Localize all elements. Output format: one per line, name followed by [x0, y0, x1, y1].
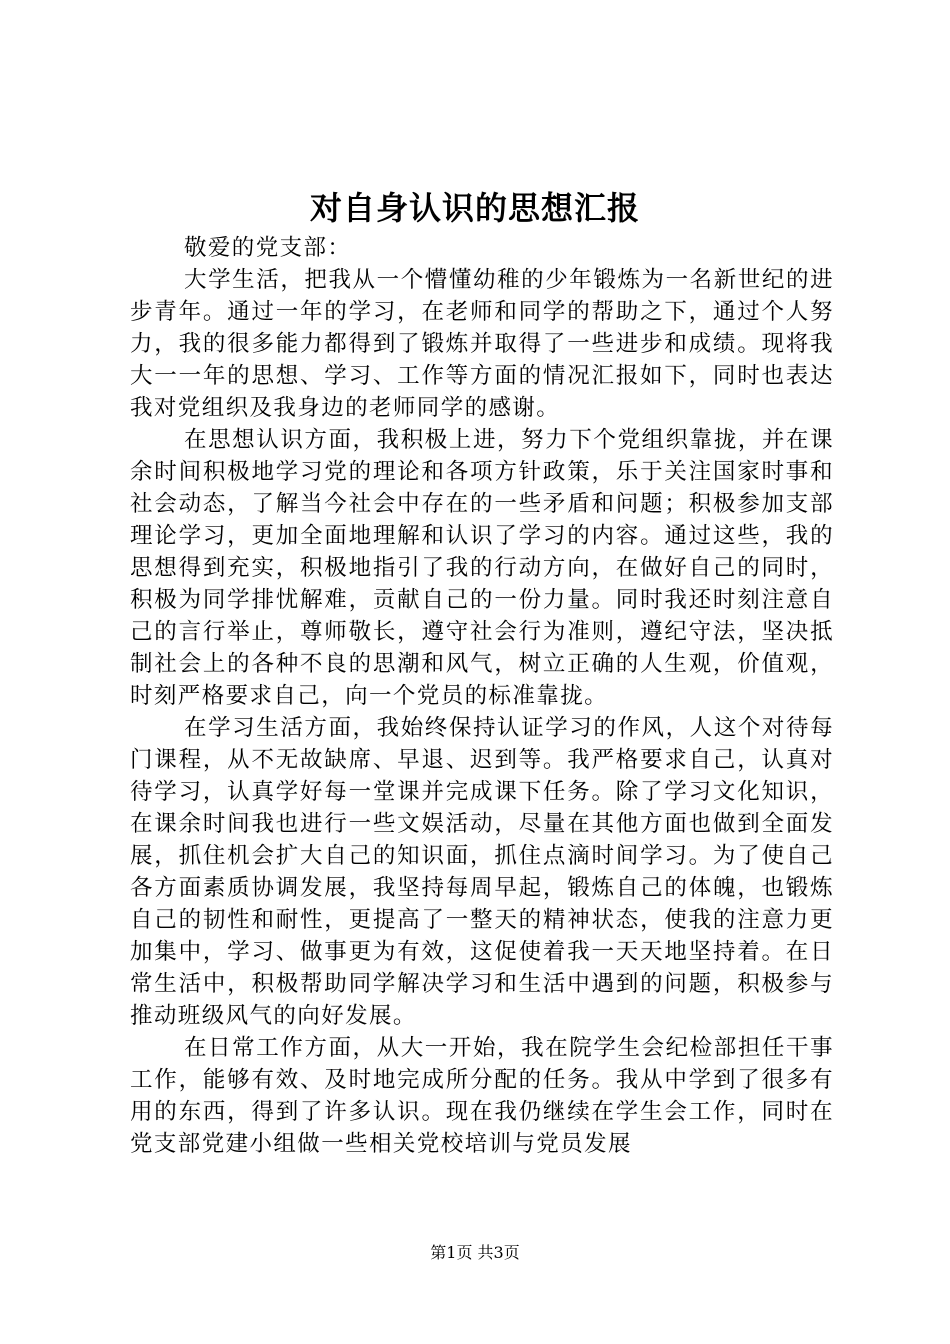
- salutation: 敬爱的党支部：: [184, 235, 352, 261]
- paragraph-thought: 在思想认识方面，我积极上进，努力下个党组织靠拢，并在课余时间积极地学习党的理论和各项方针政策，乐于关注国家时事和社会动态，了解当今社会中存在的一些矛盾和问题；积极参加支部理论学习，更加全面地理解和认识了学习的内容。通过这些，我的思想得到充实，积极地指引了我的行动方向，在做好自己的同时，积极为同学排忧解难，贡献自己的一份力量。同时我还时刻注意自己的言行举止，尊师敬长，遵守社会行为准则，遵纪守法，坚决抵制社会上的各种不良的思潮和风气，树立正确的人生观，价值观，时刻严格要求自己，向一个党员的标准靠拢。: [130, 427, 834, 709]
- document-title: 对自身认识的思想汇报: [309, 189, 640, 227]
- paragraph-study: 在学习生活方面，我始终保持认证学习的作风，人这个对待每门课程，从不无故缺席、早退、迟到等。我严格要求自己，认真对待学习，认真学好每一堂课并完成课下任务。除了学习文化知识，在课余时间我也进行一些文娱活动，尽量在其他方面也做到全面发展，抓住机会扩大自己的知识面，抓住点滴时间学习。为了使自己各方面素质协调发展，我坚持每周早起，锻炼自己的体魄，也锻炼自己的韧性和耐性，更提高了一整天的精神状态，使我的注意力更加集中，学习、做事更为有效，这促使着我一天天地坚持着。在日常生活中，积极帮助同学解决学习和生活中遇到的问题，积极参与推动班级风气的向好发展。: [130, 715, 834, 1029]
- paragraph-work: 在日常工作方面，从大一开始，我在院学生会纪检部担任干事工作，能够有效、及时地完成所分配的任务。我从中学到了很多有用的东西，得到了许多认识。现在我仍继续在学生会工作，同时在党支部党建小组做一些相关党校培训与党员发展: [130, 1035, 834, 1157]
- document-body: [130, 232, 834, 1160]
- page-number-footer: 第1页 共3页: [430, 1243, 520, 1262]
- paragraph-intro: 大学生活，把我从一个懵懂幼稚的少年锻炼为一名新世纪的进步青年。通过一年的学习，在老师和同学的帮助之下，通过个人努力，我的很多能力都得到了锻炼并取得了一些进步和成绩。现将我大一一年的思想、学习、工作等方面的情况汇报如下，同时也表达我对党组织及我身边的老师同学的感谢。: [130, 267, 834, 421]
